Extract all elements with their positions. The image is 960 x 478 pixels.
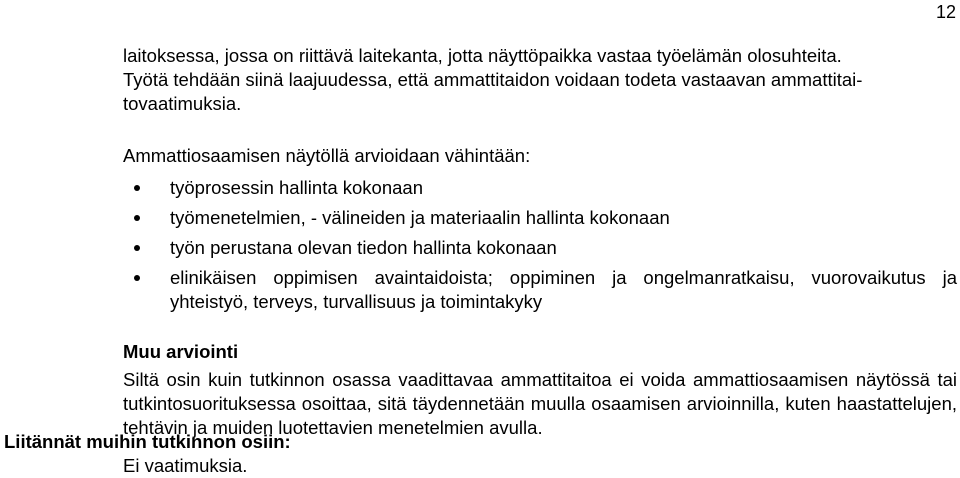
links-section	[4, 430, 904, 478]
list-item	[123, 206, 957, 230]
page-number: 12	[935, 2, 956, 22]
document-body	[123, 44, 957, 440]
intro-line: laitoksessa, jossa on riittävä laitekanta, jotta näyttöpaikka vastaa työelämän olosuhteita.	[123, 45, 842, 66]
list-item-text: työmenetelmien, - välineiden ja materiaalin hallinta kokonaan	[170, 207, 670, 228]
list-item-text: työn perustana olevan tiedon hallinta kokonaan	[170, 237, 557, 258]
links-value: Ei vaatimuksia.	[123, 455, 248, 476]
assessment-list	[123, 176, 957, 314]
bullet-icon	[134, 245, 140, 251]
bullet-icon	[134, 275, 140, 281]
list-item-text: elinikäisen oppimisen avaintaidoista; oppiminen ja ongelmanratkaisu, vuorovaikutus ja yhteistyö, terveys, turvallisuus ja toimintakyky	[170, 267, 957, 312]
intro-paragraph	[123, 44, 957, 116]
bullet-icon	[134, 185, 140, 191]
list-item-text: työprosessin hallinta kokonaan	[170, 177, 423, 198]
list-item	[123, 176, 957, 200]
bullet-icon	[134, 215, 140, 221]
links-heading: Liitännät muihin tutkinnon osiin:	[4, 431, 291, 452]
assessment-lead: Ammattiosaamisen näytöllä arvioidaan vähintään:	[123, 145, 531, 166]
intro-line: tovaatimuksia.	[123, 93, 242, 114]
list-item	[123, 236, 957, 260]
list-item	[123, 266, 957, 314]
section-heading: Muu arviointi	[123, 341, 239, 362]
intro-line: Työtä tehdään siinä laajuudessa, että ammattitaidon voidaan todeta vastaavan ammattitai-	[123, 69, 863, 90]
other-assessment-body: Siltä osin kuin tutkinnon osassa vaadittavaa ammattitaitoa ei voida ammattiosaamisen näytössä tai tutkintosuorituksessa osoittaa, sitä täydennetään muulla osaamisen arvioinnilla, kuten haastattelujen, tehtävin ja muiden luotettavien menetelmien avulla.	[123, 369, 957, 438]
